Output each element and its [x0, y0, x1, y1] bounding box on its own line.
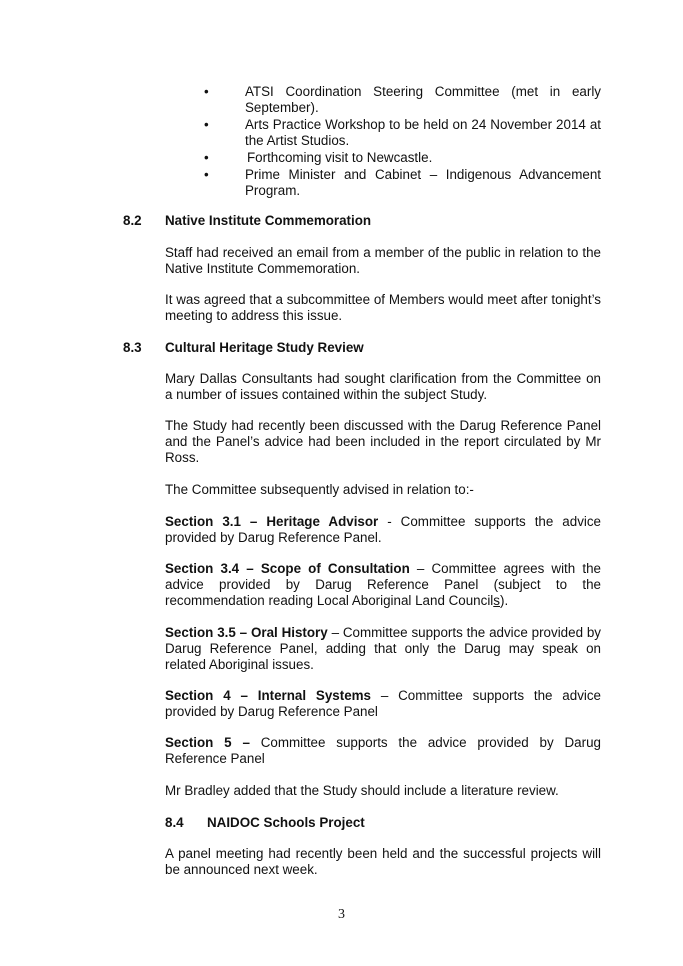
- section-title: Native Institute Commemoration: [165, 213, 372, 228]
- section-item-text: – Committee supports the advice provided by Darug Reference Panel, adding that only the Darug may speak on related Aboriginal issues.: [165, 625, 601, 672]
- section-item-label: Section 4 – Internal Systems: [165, 688, 372, 703]
- list-item: • Arts Practice Workshop to be held on 24 November 2014 at the Artist Studios.: [204, 117, 601, 148]
- section-item: [165, 561, 601, 609]
- paragraph: A panel meeting had recently been held and the successful projects will be announced next week.: [165, 846, 601, 877]
- section-title: NAIDOC Schools Project: [207, 815, 365, 830]
- bullet-list: [204, 84, 601, 200]
- paragraph: Mr Bradley added that the Study should include a literature review.: [165, 783, 559, 798]
- section-number: 8.3: [123, 340, 142, 355]
- paragraph: The Study had recently been discussed with the Darug Reference Panel and the Panel’s advice had been included in the report circulated by Mr Ross.: [165, 418, 601, 465]
- section-number: 8.4: [165, 815, 184, 830]
- section-item-label: Section 3.5 – Oral History: [165, 625, 328, 640]
- section-item: [165, 625, 601, 673]
- paragraph: Mary Dallas Consultants had sought clarification from the Committee on a number of issues contained within the subject Study.: [165, 371, 601, 402]
- underlined-text: s: [493, 593, 500, 608]
- paragraph: The Committee subsequently advised in relation to:-: [165, 482, 474, 497]
- page-number: 3: [338, 907, 345, 922]
- list-item: • ATSI Coordination Steering Committee (met in early September).: [204, 84, 601, 115]
- bullet-symbol: •: [204, 117, 209, 132]
- bullet-symbol: •: [204, 150, 209, 165]
- section-item-label: Section 5 –: [165, 735, 250, 750]
- list-item: • Prime Minister and Cabinet – Indigenous Advancement Program.: [204, 167, 601, 198]
- bullet-symbol: •: [204, 167, 209, 182]
- section-item-tail: ).: [499, 593, 509, 608]
- section-title: Cultural Heritage Study Review: [165, 340, 364, 355]
- paragraph: Staff had received an email from a member of the public in relation to the Native Institute Commemoration.: [165, 245, 601, 276]
- section-item: [165, 735, 601, 767]
- section-item-text: Committee supports the advice provided by Darug Reference Panel: [165, 735, 601, 766]
- section-item: [165, 514, 601, 546]
- paragraph: It was agreed that a subcommittee of Members would meet after tonight’s meeting to address this issue.: [165, 292, 601, 323]
- section-item-text: - Committee supports the advice provided by Darug Reference Panel.: [165, 514, 602, 545]
- section-item-label: Section 3.1 – Heritage Advisor: [165, 514, 379, 529]
- section-item-label: Section 3.4 – Scope of Consultation: [165, 561, 410, 576]
- section-item: [165, 688, 601, 720]
- bullet-symbol: •: [204, 84, 209, 99]
- section-number: 8.2: [123, 213, 142, 228]
- section-item-text: – Committee agrees with the advice provided by Darug Reference Panel (subject to the recommendation reading Local Aboriginal Land Council: [165, 561, 601, 608]
- list-item: • Forthcoming visit to Newcastle.: [204, 150, 433, 165]
- section-item-text: – Committee supports the advice provided by Darug Reference Panel: [165, 688, 602, 719]
